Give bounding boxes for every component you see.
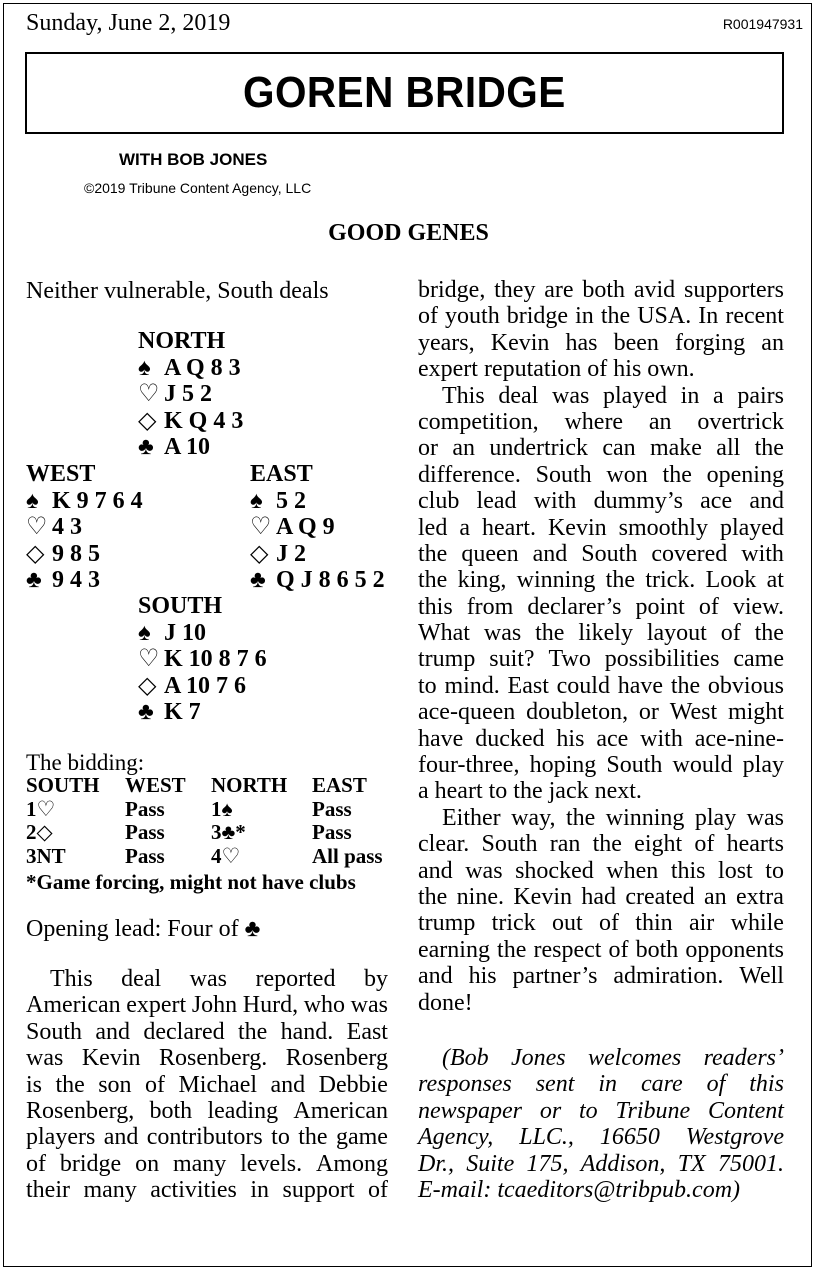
text-line: This deal was played in a pairs	[442, 382, 784, 409]
text-line: the nine. Kevin had created an extra	[418, 883, 784, 910]
text-line: trump suit? Two possibilities came	[418, 646, 784, 673]
text-line: of youth bridge in the USA. In recent	[418, 303, 784, 330]
bid-cell: 2◇	[26, 820, 53, 844]
text-line: expert reputation of his own.	[418, 356, 695, 383]
west-diamonds: 9 8 5	[52, 540, 100, 567]
text-line: newspaper or to Tribune Content	[418, 1097, 784, 1124]
east-spades: 5 2	[276, 487, 306, 514]
text-line: E-mail: tcaeditors@tribpub.com)	[418, 1176, 741, 1203]
text-line: their many activities in support of	[26, 1177, 388, 1204]
north-hand	[138, 328, 243, 461]
text-line: and was shocked when this lost to	[418, 857, 784, 884]
east-clubs: Q J 8 6 5 2	[276, 567, 385, 593]
bidding-row	[26, 821, 396, 845]
diamond-icon: ◇	[26, 540, 45, 567]
north-spades: A Q 8 3	[164, 354, 241, 381]
bid-cell: Pass	[312, 796, 352, 821]
text-line: Dr., Suite 175, Addison, TX 75001.	[418, 1150, 784, 1177]
text-line: responses sent in care of this	[418, 1071, 784, 1098]
bidding-footnote: *Game forcing, might not have clubs	[26, 870, 356, 894]
club-icon: ♣	[138, 434, 154, 460]
text-line: to mind. East could have the obvious	[418, 672, 784, 699]
diamond-icon: ◇	[250, 540, 269, 567]
south-clubs: K 7	[164, 699, 201, 725]
bid-cell: 4♡	[211, 843, 241, 868]
heart-icon: ♡	[26, 514, 48, 540]
text-line: have ducked his ace with ace-nine-	[418, 725, 784, 752]
bidding-column-header: WEST	[125, 773, 186, 797]
bidding-row	[26, 845, 396, 869]
vulnerability-line: Neither vulnerable, South deals	[26, 278, 329, 304]
south-diamonds: A 10 7 6	[164, 672, 247, 699]
south-spades: J 10	[164, 619, 206, 646]
text-line: of bridge on many levels. Among	[26, 1150, 388, 1177]
bid-cell: Pass	[312, 820, 352, 844]
spade-icon: ♠	[138, 354, 151, 381]
bidding-column-header: SOUTH	[26, 773, 100, 797]
text-line: four-three, hoping South would play	[418, 752, 784, 779]
text-line: competition, where an overtrick	[418, 408, 784, 435]
text-line: earning the respect of both opponents	[418, 936, 784, 963]
heart-icon: ♡	[250, 514, 272, 540]
spade-icon: ♠	[250, 487, 263, 514]
north-label: NORTH	[138, 328, 226, 354]
north-hearts: J 5 2	[164, 381, 212, 407]
club-icon: ♣	[250, 567, 266, 593]
west-spades: K 9 7 6 4	[52, 487, 143, 514]
bidding-header-row	[26, 774, 396, 798]
text-line: players and contributors to the game	[26, 1124, 388, 1151]
spade-icon: ♠	[138, 619, 151, 646]
south-hand	[138, 593, 267, 726]
west-hearts: 4 3	[52, 514, 82, 540]
text-line: and his partner’s admiration. Well	[418, 963, 784, 990]
text-line: American expert John Hurd, who was	[26, 992, 388, 1019]
text-line: ace-queen doubleton, or West might	[418, 699, 784, 726]
bidding-column-header: NORTH	[211, 773, 288, 797]
diamond-icon: ◇	[138, 407, 157, 434]
east-hand	[250, 461, 385, 594]
opening-lead: Opening lead: Four of ♣	[26, 916, 261, 942]
west-clubs: 9 4 3	[52, 567, 100, 593]
text-line: is the son of Michael and Debbie	[26, 1071, 388, 1098]
publication-date: Sunday, June 2, 2019	[26, 10, 231, 36]
article-headline: GOOD GENES	[328, 220, 489, 246]
text-line: Either way, the winning play was	[442, 804, 784, 831]
bid-cell: 3♣*	[211, 820, 246, 844]
text-line: this from declarer’s point of view.	[418, 593, 784, 620]
bidding-row	[26, 798, 396, 822]
south-label: SOUTH	[138, 593, 223, 619]
bid-cell: Pass	[125, 796, 165, 821]
diamond-icon: ◇	[138, 672, 157, 699]
south-hearts: K 10 8 7 6	[164, 646, 267, 672]
text-line: Rosenberg, both leading American	[26, 1097, 388, 1124]
text-line: Agency, LLC., 16650 Westgrove	[418, 1124, 784, 1151]
closing-note	[418, 1045, 784, 1203]
bid-cell: Pass	[125, 820, 165, 844]
text-line: trump trick out of thin air while	[418, 910, 784, 937]
club-icon: ♣	[26, 567, 42, 593]
text-line: clear. South ran the eight of hearts	[418, 831, 784, 858]
text-line: led a heart. Kevin smoothly played	[418, 514, 784, 541]
byline: WITH BOB JONES	[119, 150, 268, 169]
west-hand	[26, 461, 143, 594]
east-hearts: A Q 9	[276, 514, 335, 540]
north-clubs: A 10	[164, 434, 211, 460]
heart-icon: ♡	[138, 381, 160, 407]
north-diamonds: K Q 4 3	[164, 407, 244, 434]
bidding-heading: The bidding:	[26, 750, 145, 775]
text-line: This deal was reported by	[50, 966, 388, 992]
article-body-right	[418, 277, 784, 1016]
club-icon: ♣	[138, 699, 154, 725]
column-title: GOREN BRIDGE	[243, 68, 566, 117]
text-line: years, Kevin has been forging an	[418, 329, 784, 356]
copyright-notice: ©2019 Tribune Content Agency, LLC	[84, 180, 312, 196]
spade-icon: ♠	[26, 487, 39, 514]
west-label: WEST	[26, 461, 96, 487]
text-line: difference. South won the opening	[418, 461, 784, 488]
east-diamonds: J 2	[276, 540, 306, 567]
text-line: or an undertrick can make all the	[418, 435, 784, 462]
bid-cell: Pass	[125, 843, 165, 868]
text-line: (Bob Jones welcomes readers’	[442, 1045, 784, 1071]
bid-cell: 1♠	[211, 796, 233, 821]
text-line: What was the likely layout of the	[418, 620, 784, 647]
text-line: bridge, they are both avid supporters	[418, 277, 784, 303]
text-line: a heart to the jack next.	[418, 778, 642, 805]
east-label: EAST	[250, 461, 313, 487]
text-line: South and declared the hand. East	[26, 1018, 388, 1045]
bidding-table	[26, 774, 396, 868]
text-line: the queen and South covered with	[418, 540, 784, 567]
text-line: club lead with dummy’s ace and	[418, 488, 784, 515]
text-line: done!	[418, 989, 473, 1016]
bid-cell: All pass	[312, 843, 383, 868]
release-code: R001947931	[722, 16, 803, 32]
bidding-column-header: EAST	[312, 773, 367, 797]
text-line: was Kevin Rosenberg. Rosenberg	[26, 1045, 388, 1072]
heart-icon: ♡	[138, 646, 160, 672]
bid-cell: 1♡	[26, 796, 56, 821]
article-body-left	[26, 966, 388, 1204]
masthead-box	[25, 52, 784, 134]
bid-cell: 3NT	[26, 843, 66, 868]
text-line: the king, winning the trick. Look at	[418, 567, 784, 594]
